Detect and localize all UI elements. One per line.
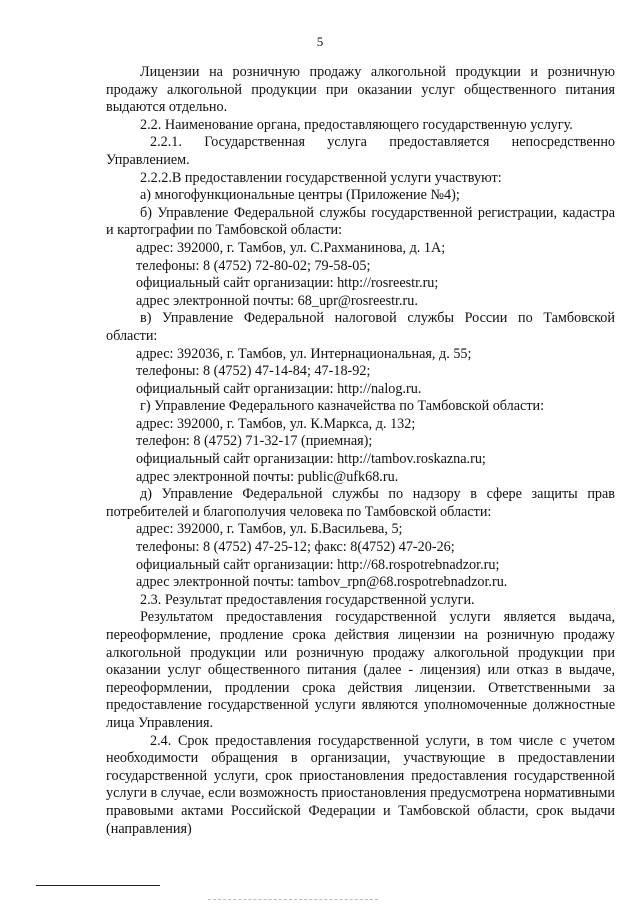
tax-address: адрес: 392036, г. Тамбов, ул. Интернациональная, д. 55;: [136, 345, 472, 362]
rosreestr-address: адрес: 392000, г. Тамбов, ул. С.Рахманинова, д. 1А;: [136, 239, 446, 256]
paragraph-2-2-1: 2.2.1. Государственная услуга предоставляется непосредственно Управлением.: [106, 134, 615, 168]
rospotrebnadzor-phones: телефоны: 8 (4752) 47-25-12; факс: 8(4752) 47-20-26;: [136, 539, 455, 556]
rospotrebnadzor-email: адрес электронной почты: tambov_rpn@68.rospotrebnadzor.ru.: [136, 574, 508, 591]
paragraph-licenses-note: Лицензии на розничную продажу алкогольной продукции и розничную продажу алкогольной продукции при оказании услуг общественного питания выдаются отдельно.: [106, 64, 615, 116]
rosreestr-email: адрес электронной почты: 68_upr@rosreestr.ru.: [136, 292, 418, 309]
tax-website: официальный сайт организации: http://nalog.ru.: [136, 380, 422, 397]
rosreestr-website: официальный сайт организации: http://rosreestr.ru;: [136, 275, 439, 292]
scan-artifact-line: [208, 899, 378, 900]
tax-phones: телефоны: 8 (4752) 47-14-84; 47-18-92;: [136, 363, 371, 380]
treasury-phone: телефон: 8 (4752) 71-32-17 (приемная);: [136, 433, 373, 450]
rosreestr-phones: телефоны: 8 (4752) 72-80-02; 79-58-05;: [136, 257, 371, 274]
paragraph-2-4: 2.4. Срок предоставления государственной услуги, в том числе с учетом необходимости обращения в организации, участвующие в предоставлении государственной услуги, срок приостановления предоставления государственной услуги в случае, если возможность приостановления предусмотрена нормативными правовыми актами Российской Федерации и Тамбовской области, срок выдачи (направления): [106, 732, 615, 837]
footnote-separator: [36, 885, 160, 886]
list-item-treasury: г) Управление Федерального казначейства по Тамбовской области:: [140, 398, 545, 415]
list-item-rospotrebnadzor: д) Управление Федеральной службы по надзору в сфере защиты прав потребителей и благополучия человека по Тамбовской области:: [106, 486, 615, 520]
rospotrebnadzor-website: официальный сайт организации: http://68.rospotrebnadzor.ru;: [136, 556, 500, 573]
document-body: [106, 64, 615, 838]
list-item-rosreestr: б) Управление Федеральной службы государственной регистрации, кадастра и картографии по Тамбовской области:: [106, 204, 615, 239]
paragraph-2-2-2: 2.2.2.В предоставлении государственной услуги участвуют:: [140, 169, 502, 186]
section-2-2-heading: 2.2. Наименование органа, предоставляющего государственную услугу.: [140, 116, 573, 133]
list-item-mfc: а) многофункциональные центры (Приложение №4);: [140, 187, 460, 204]
treasury-address: адрес: 392000, г. Тамбов, ул. К.Маркса, д. 132;: [136, 415, 416, 432]
list-item-tax-service: в) Управление Федеральной налоговой службы России по Тамбовской области:: [106, 310, 615, 344]
paragraph-result: Результатом предоставления государственной услуги является выдача, переоформление, продление срока действия лицензии на розничную продажу алкогольной продукции или розничную продажу алкогольной продукции при оказании услуг общественного питания (далее - лицензия) или отказ в выдаче, переоформлении, продлении срока действия лицензии. Ответственными за предоставление государственной услуги являются уполномоченные должностные лица Управления.: [106, 609, 615, 731]
treasury-email: адрес электронной почты: public@ufk68.ru.: [136, 468, 399, 485]
page-number: 5: [316, 34, 324, 49]
section-2-3-heading: 2.3. Результат предоставления государственной услуги.: [140, 591, 475, 608]
rospotrebnadzor-address: адрес: 392000, г. Тамбов, ул. Б.Васильева, 5;: [136, 521, 403, 538]
treasury-website: официальный сайт организации: http://tambov.roskazna.ru;: [136, 451, 486, 468]
